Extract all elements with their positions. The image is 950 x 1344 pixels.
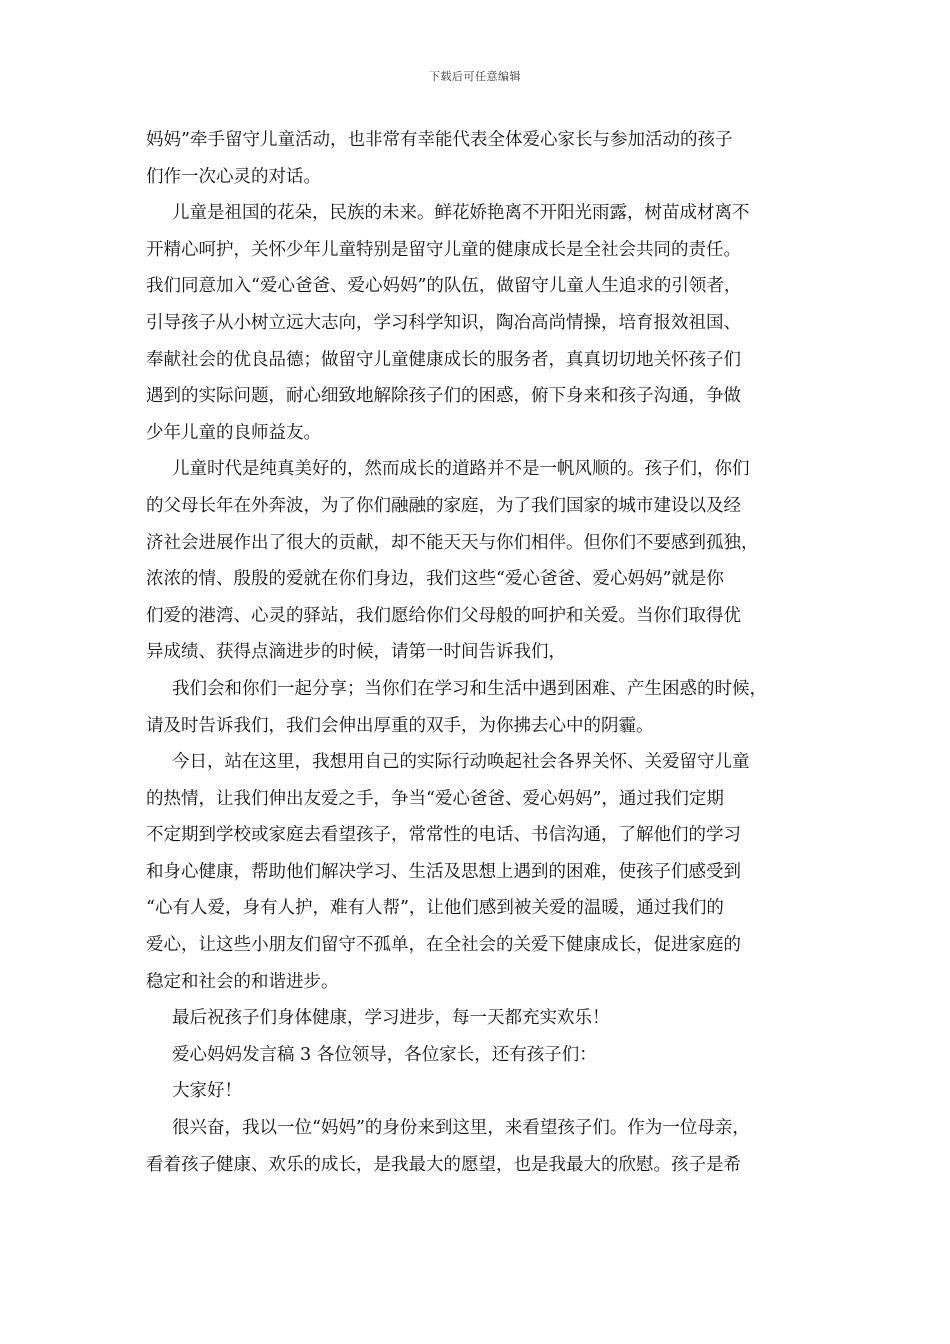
text-line: 奉献社会的优良品德；做留守儿童健康成长的服务者，真真切切地关怀孩子们 — [146, 349, 741, 370]
text-line: 开精心呵护，关怀少年儿童特别是留守儿童的健康成长是全社会共同的责任。 — [146, 239, 741, 260]
text-line: “心有人爱，身有人护，难有人帮”，让他们感到被关爱的温暖，通过我们的 — [146, 898, 724, 919]
text-line: 遇到的实际问题，耐心细致地解除孩子们的困惑，俯下身来和孩子沟通，争做 — [146, 386, 741, 407]
text-line: 们爱的港湾、心灵的驿站，我们愿给你们父母般的呵护和关爱。当你们取得优 — [146, 605, 741, 626]
header-note: 下载后可任意编辑 — [429, 70, 521, 83]
text-line: 引导孩子从小树立远大志向，学习科学知识，陶冶高尚情操，培育报效祖国、 — [146, 312, 741, 333]
text-line: 爱心，让这些小朋友们留守不孤单，在全社会的关爱下健康成长，促进家庭的 — [146, 935, 741, 956]
text-line: 妈妈”牵手留守儿童活动，也非常有幸能代表全体爱心家长与参加活动的孩子 — [146, 130, 733, 150]
text-line: 儿童是祖国的花朵，民族的未来。鲜花娇艳离不开阳光雨露，树苗成材离不 — [172, 203, 750, 224]
text-line: 很兴奋，我以一位“妈妈”的身份来到这里，来看望孩子们。作为一位母亲， — [172, 1118, 750, 1139]
text-line: 稳定和社会的和谐进步。 — [146, 971, 339, 992]
text-line: 大家好！ — [172, 1081, 242, 1102]
text-line: 不定期到学校或家庭去看望孩子，常常性的电话、书信沟通，了解他们的学习 — [146, 825, 741, 846]
text-line: 我们同意加入“爱心爸爸、爱心妈妈”的队伍，做留守儿童人生追求的引领者， — [146, 276, 742, 297]
text-line: 少年儿童的良师益友。 — [146, 422, 321, 443]
text-line: 的热情，让我们伸出友爱之手，争当“爱心爸爸、爱心妈妈”，通过我们定期 — [146, 788, 724, 809]
text-line: 异成绩、获得点滴进步的时候，请第一时间告诉我们， — [146, 642, 566, 663]
text-line: 我们会和你们一起分享；当你们在学习和生活中遇到困难、产生困惑的时候， — [172, 678, 767, 699]
text-line: 的父母长年在外奔波，为了你们融融的家庭，为了我们国家的城市建设以及经 — [146, 495, 741, 516]
text-line: 爱心妈妈发言稿 3 各位领导，各位家长，还有孩子们： — [172, 1044, 597, 1065]
text-line: 请及时告诉我们，我们会伸出厚重的双手，为你拂去心中的阴霾。 — [146, 715, 654, 736]
text-line: 最后祝孩子们身体健康，学习进步，每一天都充实欢乐！ — [172, 1008, 610, 1029]
text-line: 们作一次心灵的对话。 — [146, 166, 321, 187]
text-line: 今日，站在这里，我想用自己的实际行动唤起社会各界关怀、关爱留守儿童 — [172, 752, 750, 773]
text-line: 儿童时代是纯真美好的，然而成长的道路并不是一帆风顺的。孩子们，你们 — [172, 459, 750, 480]
body-text — [146, 122, 814, 1183]
text-line: 看着孩子健康、欢乐的成长，是我最大的愿望，也是我最大的欣慰。孩子是希 — [146, 1154, 741, 1175]
text-line: 和身心健康，帮助他们解决学习、生活及思想上遇到的困难，使孩子们感受到 — [146, 861, 741, 882]
text-line: 济社会进展作出了很大的贡献，却不能天天与你们相伴。但你们不要感到孤独， — [146, 532, 759, 553]
text-line: 浓浓的情、殷殷的爱就在你们身边，我们这些“爱心爸爸、爱心妈妈”就是你 — [146, 569, 724, 590]
